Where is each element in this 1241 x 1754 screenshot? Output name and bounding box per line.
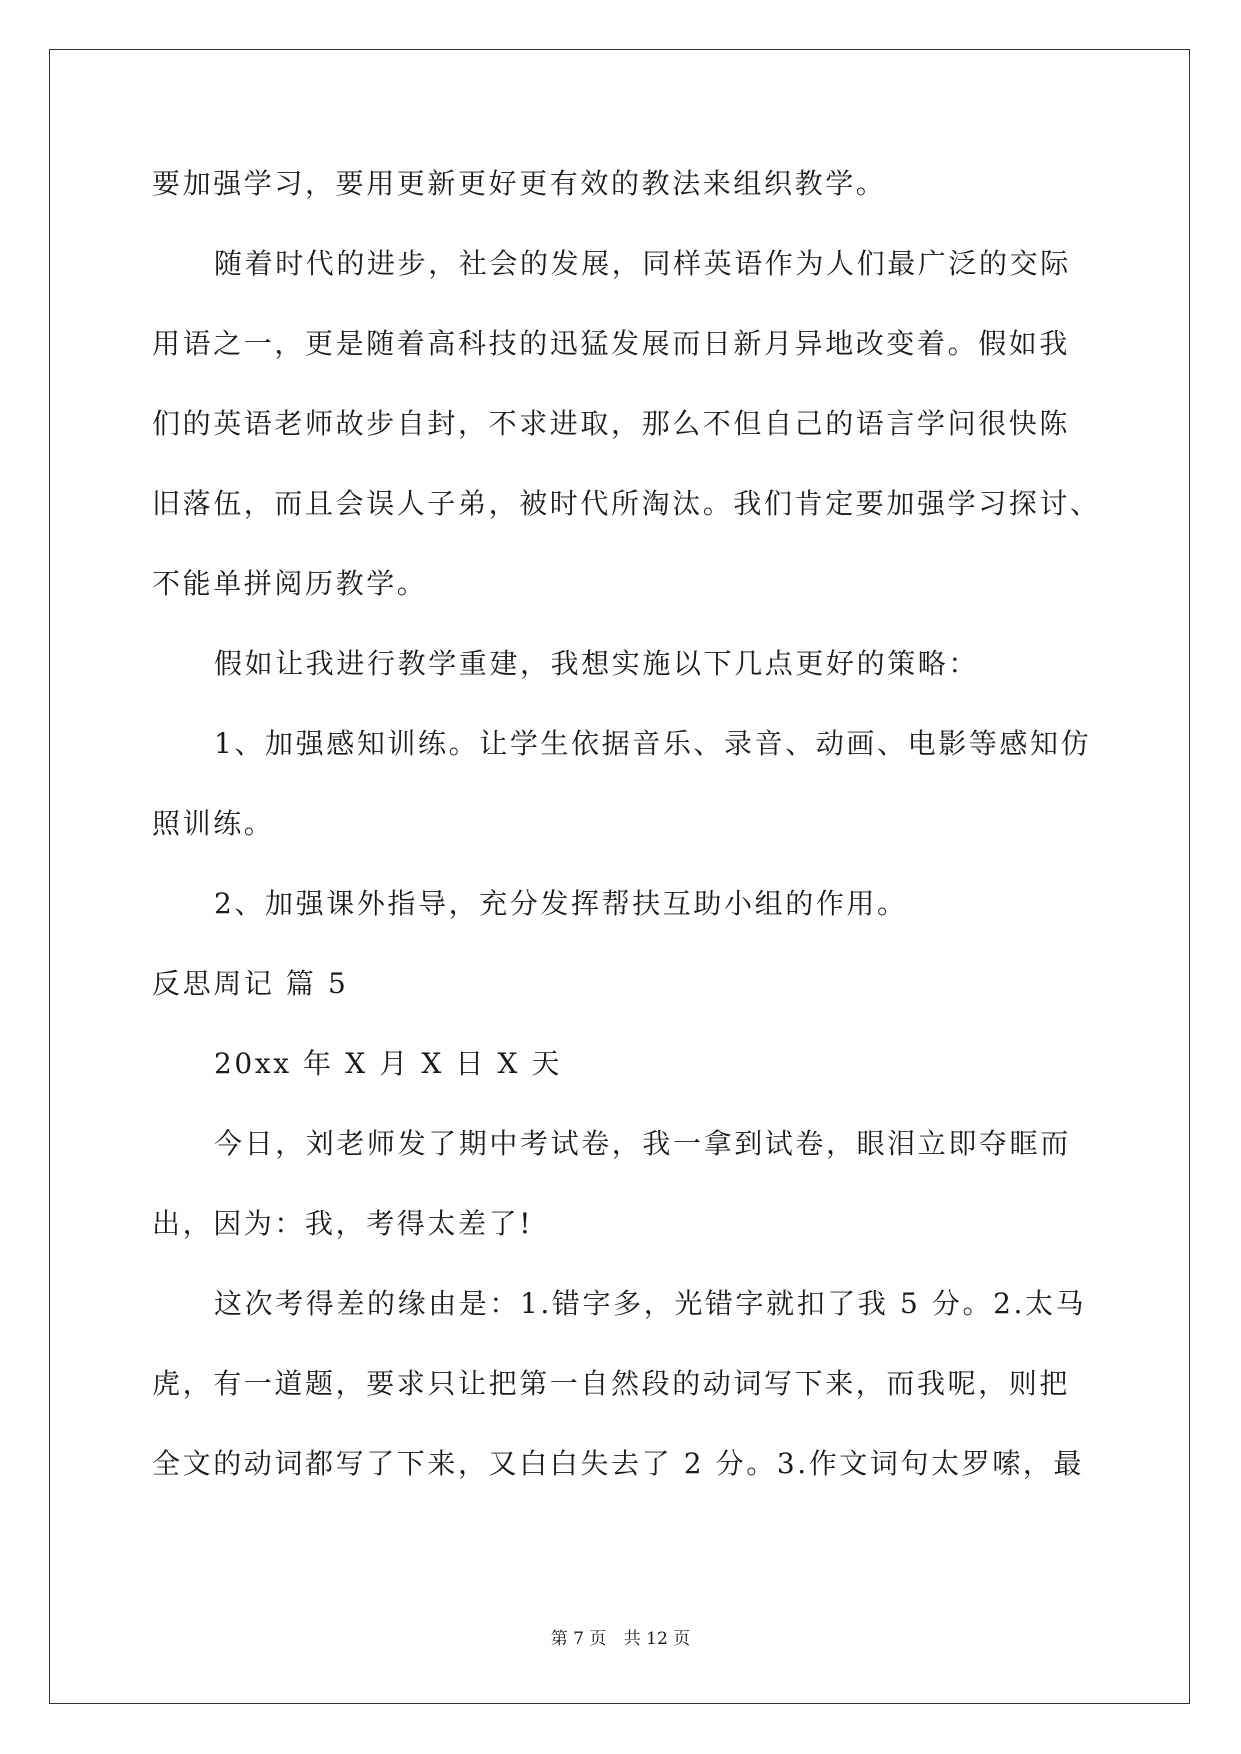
paragraph-line: 今日，刘老师发了期中考试卷，我一拿到试卷，眼泪立即夺眶而 bbox=[214, 1127, 1071, 1160]
paragraph-line: 虎，有一道题，要求只让把第一自然段的动词写下来，而我呢，则把 bbox=[152, 1367, 1071, 1400]
paragraph-line: 2、加强课外指导，充分发挥帮扶互助小组的作用。 bbox=[214, 887, 908, 920]
paragraph-line: 随着时代的进步，社会的发展，同样英语作为人们最广泛的交际 bbox=[214, 247, 1071, 280]
paragraph-line: 用语之一，更是随着高科技的迅猛发展而日新月异地改变着。假如我 bbox=[152, 327, 1071, 360]
section-heading: 反思周记 篇 5 bbox=[152, 967, 349, 1000]
paragraph-line: 全文的动词都写了下来，又白白失去了 2 分。3.作文词句太罗嗦，最 bbox=[152, 1447, 1085, 1480]
paragraph-line: 们的英语老师故步自封，不求进取，那么不但自己的语言学问很快陈 bbox=[152, 407, 1071, 440]
paragraph-line: 出，因为：我，考得太差了! bbox=[152, 1207, 534, 1240]
paragraph-line: 这次考得差的缘由是：1.错字多，光错字就扣了我 5 分。2.太马 bbox=[214, 1287, 1087, 1320]
page-footer bbox=[0, 1628, 1241, 1650]
page-number: 第 7 页 bbox=[550, 1629, 607, 1649]
paragraph-line: 不能单拼阅历教学。 bbox=[152, 567, 428, 600]
paragraph-line: 假如让我进行教学重建，我想实施以下几点更好的策略： bbox=[214, 647, 980, 680]
paragraph-line: 旧落伍，而且会误人子弟，被时代所淘汰。我们肯定要加强学习探讨、 bbox=[152, 487, 1101, 520]
paragraph-line: 1、加强感知训练。让学生依据音乐、录音、动画、电影等感知仿 bbox=[214, 727, 1092, 760]
date-line: 20xx 年 X 月 X 日 X 天 bbox=[214, 1047, 563, 1080]
page-total: 共 12 页 bbox=[623, 1629, 691, 1649]
paragraph-line: 照训练。 bbox=[152, 807, 275, 840]
paragraph-line: 要加强学习，要用更新更好更有效的教法来组织教学。 bbox=[152, 167, 887, 200]
